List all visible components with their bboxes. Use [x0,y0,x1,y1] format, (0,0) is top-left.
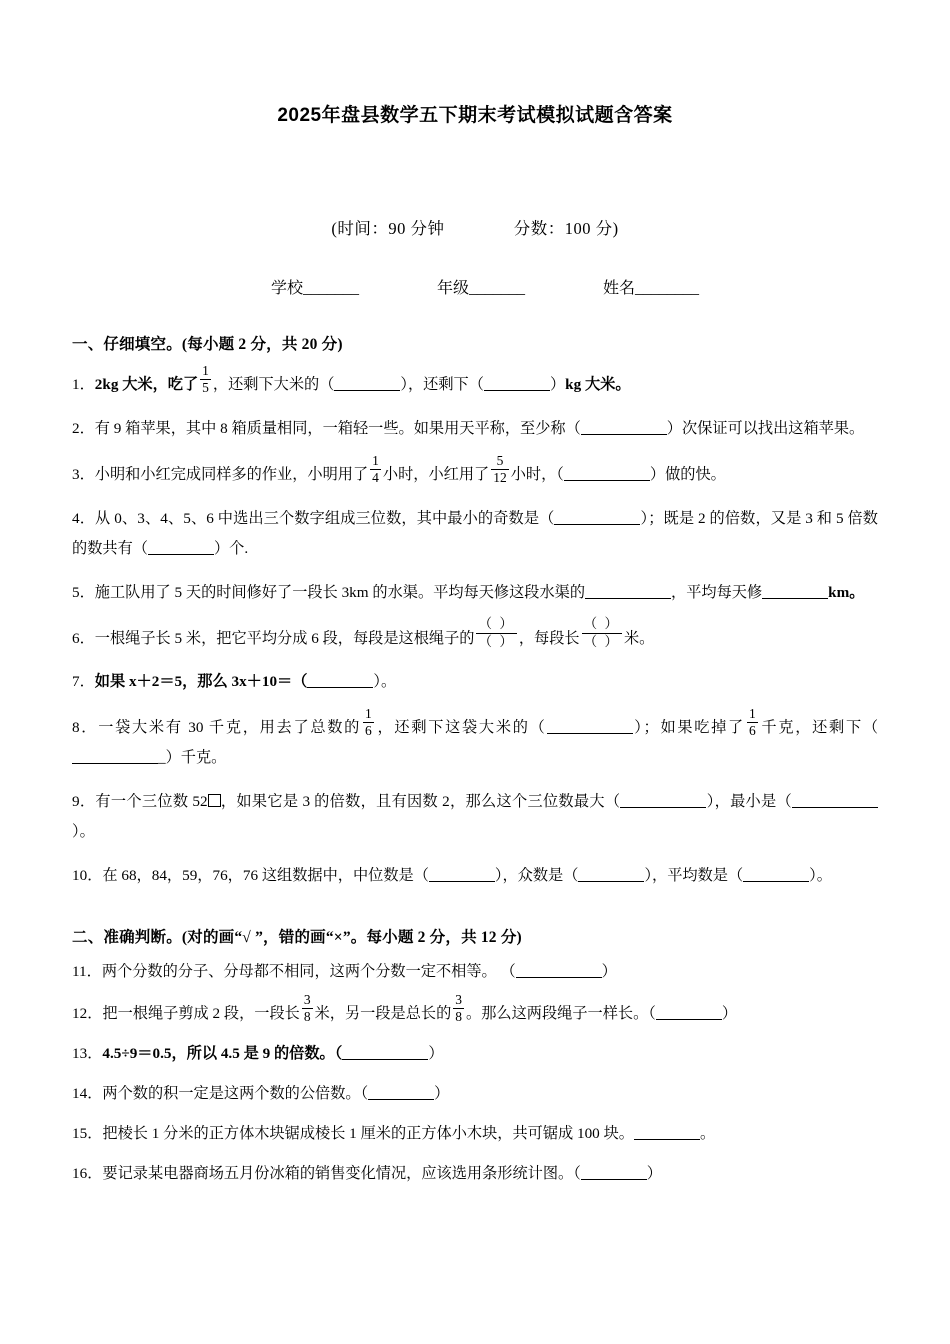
question-text: 有一个三位数 52 [95,793,208,810]
blank-square-icon[interactable] [208,794,221,807]
fraction-numerator: 1 [365,706,372,722]
fraction-denominator: 4 [372,469,379,485]
question-text: 要记录某电器商场五月份冰箱的销售变化情况，应该选用条形统计图。（ [102,1164,581,1182]
question-item [72,991,878,1029]
exam-meta-line [72,215,878,239]
question-item [72,504,878,564]
question-text: 从 0、3、4、5、6 中选出三个数字组成三位数，其中最小的奇数是（ [95,509,555,527]
question-number: 8． [72,719,99,736]
fraction [747,707,758,738]
question-item [72,861,878,891]
answer-blank[interactable] [792,792,878,808]
question-text: 把一根绳子剪成 2 段，一段长 [102,1004,300,1022]
fraction-numerator: 1 [202,362,209,378]
question-text: ）；既是 2 的倍数，又是 3 和 5 倍数的数共有（ [72,509,878,557]
question-text: 把棱长 1 分米的正方体木块锯成棱长 1 厘米的正方体小木块，共可锯成 100 块。 [102,1124,634,1142]
fraction [453,993,464,1024]
question-item [72,578,878,608]
question-text: ） [549,375,566,393]
question-text: 一根绳子长 5 米，把它平均分成 6 段，每段是这根绳子的 [94,629,475,647]
fraction-numerator: 3 [455,991,462,1007]
question-item [72,616,878,654]
fraction [370,454,381,485]
answer-blank[interactable] [484,375,550,391]
question-number: 4． [72,509,96,527]
question-text: 米。 [623,629,655,647]
question-text: ，如果它是 3 的倍数，且有因数 2，那么这个三位数最大（ [220,793,621,810]
question-text: 一袋大米有 30 千克，用去了总数的 [98,719,362,736]
student-fields [72,275,878,298]
fraction [302,993,313,1024]
answer-blank[interactable] [578,866,644,882]
question-text: ）次保证可以找出这箱苹果。 [666,419,865,437]
answer-blank[interactable] [342,1044,428,1060]
question-text: ），最小是（ [706,793,793,810]
fraction-denominator: 8 [303,1009,311,1025]
section-heading: 一、仔细填空。(每小题 2 分，共 20 分) [72,336,343,353]
question-item [72,1079,878,1109]
score-label: 分数：100 分) [513,219,619,238]
answer-blank[interactable] [634,1124,700,1140]
fraction [582,617,622,648]
fraction-denominator: （ ） [583,633,620,649]
question-text: ，每段长 [518,629,580,647]
question-text: ）。 [809,867,832,884]
answer-blank[interactable] [620,792,706,808]
question-number: 6． [72,629,95,647]
fraction-numerator: （ ） [478,616,515,632]
question-number: 2． [72,419,95,437]
question-number: 9． [72,793,96,810]
answer-blank[interactable] [762,582,828,598]
question-text: 施工队用了 5 天的时间修好了一段长 3km 的水渠。平均每天修这段水渠的 [94,583,586,601]
answer-blank[interactable] [564,464,650,480]
question-text: ）。 [373,673,397,691]
question-item [72,787,878,847]
fraction-denominator: （ ） [478,633,515,649]
question-text: 小明和小红完成同样多的作业，小明用了 [94,465,369,483]
name-field: 姓名________ [603,280,700,297]
exam-sections [72,332,878,1189]
fraction [200,364,211,395]
question-text: 在 68，84，59，76，76 这组数据中，中位数是（ [102,867,429,884]
fraction-denominator: 6 [748,723,756,739]
fraction-numerator: 3 [303,991,311,1007]
question-number: 15． [72,1124,103,1142]
question-text: kg 大米。 [565,375,631,393]
question-item [72,452,878,490]
question-item [72,706,879,773]
question-text: 。 [699,1124,716,1142]
fraction-denominator: 5 [202,380,209,396]
question-text: 如果 x＋2＝5，那么 3x＋10＝（ [94,673,308,691]
question-text: ） [428,1044,444,1062]
question-text: ）做的快。 [649,465,726,483]
page-title: 2025年盘县数学五下期末考试模拟试题含答案 [277,105,673,126]
question-item [72,667,878,697]
question-text: _）千克。 [158,749,227,766]
answer-blank[interactable] [307,672,373,688]
question-text: ），众数是（ [494,867,579,884]
question-item [72,1119,878,1149]
fraction-denominator: 8 [455,1009,462,1025]
fraction-numerator: （ ） [583,616,620,632]
fraction [476,617,516,648]
answer-blank[interactable] [581,1164,647,1180]
question-number: 7． [72,673,95,691]
answer-blank[interactable] [585,582,671,598]
fraction [491,454,509,485]
question-text: 两个数的积一定是这两个数的公倍数。（ [102,1084,369,1102]
question-text: 米，另一段是总长的 [314,1004,452,1022]
question-text: 千克，还剩下（ [759,719,879,736]
question-number: 12． [72,1004,103,1022]
grade-field: 年级_______ [436,280,525,297]
question-text: ） [434,1084,450,1102]
fraction-denominator: 6 [365,723,372,739]
answer-blank[interactable] [554,508,640,524]
question-number: 10． [72,867,103,884]
question-item [72,1159,878,1189]
answer-blank[interactable] [334,375,400,391]
time-label: (时间：90 分钟 [331,219,445,238]
question-number: 16． [72,1164,103,1182]
question-text: ）。 [72,823,95,840]
question-text: 2kg 大米，吃了 [94,375,199,393]
question-text: ）；如果吃掉了 [632,719,745,736]
question-number: 11． [72,963,102,980]
question-text: ，平均每天修 [671,583,763,601]
answer-blank[interactable] [516,962,602,978]
answer-blank[interactable] [656,1004,722,1020]
question-text: ），还剩下（ [400,375,484,393]
question-text: ），平均数是（ [644,867,744,884]
question-text: 4.5÷9＝0.5，所以 4.5 是 9 的倍数。（ [102,1044,343,1062]
answer-blank[interactable] [743,866,809,882]
answer-blank[interactable] [368,1084,434,1100]
answer-blank[interactable] [547,718,633,734]
school-field: 学校_______ [270,280,359,297]
question-item [72,957,878,987]
question-text: ，还剩下大米的（ [212,375,335,393]
question-number: 3． [72,465,95,483]
question-text: 小时，（ [510,465,564,483]
fraction-numerator: 1 [748,706,756,722]
fraction [363,707,374,738]
question-item [72,362,878,400]
fraction-numerator: 1 [372,452,379,468]
answer-blank[interactable] [429,866,495,882]
fraction-denominator: 12 [493,469,507,485]
question-text: ，还剩下这袋大米的（ [375,719,547,736]
question-number: 1． [72,375,95,393]
question-text: 。那么这两段绳子一样长。（ [466,1004,656,1022]
question-text: ） [646,1164,662,1182]
question-number: 14． [72,1084,103,1102]
question-text: 小时，小红用了 [382,465,490,483]
question-item [72,1039,878,1069]
question-text: km。 [828,583,865,601]
section-heading: 二、准确判断。(对的画“√ ”，错的画“×”。每小题 2 分，共 12 分) [72,929,522,946]
question-text: ） [721,1004,738,1022]
question-text: ）个. [213,539,249,557]
answer-blank[interactable] [72,748,158,764]
answer-blank[interactable] [148,538,214,554]
answer-blank[interactable] [581,419,667,435]
question-number: 13． [72,1044,103,1062]
question-text: 有 9 箱苹果，其中 8 箱质量相同，一箱轻一些。如果用天平称，至少称（ [94,419,581,437]
question-number: 5． [72,583,95,601]
question-text: 两个分数的分子、分母都不相同，这两个分数一定不相等。 （ [101,963,516,980]
question-text: ） [601,963,617,980]
fraction-numerator: 5 [496,452,504,468]
question-item [72,414,878,444]
